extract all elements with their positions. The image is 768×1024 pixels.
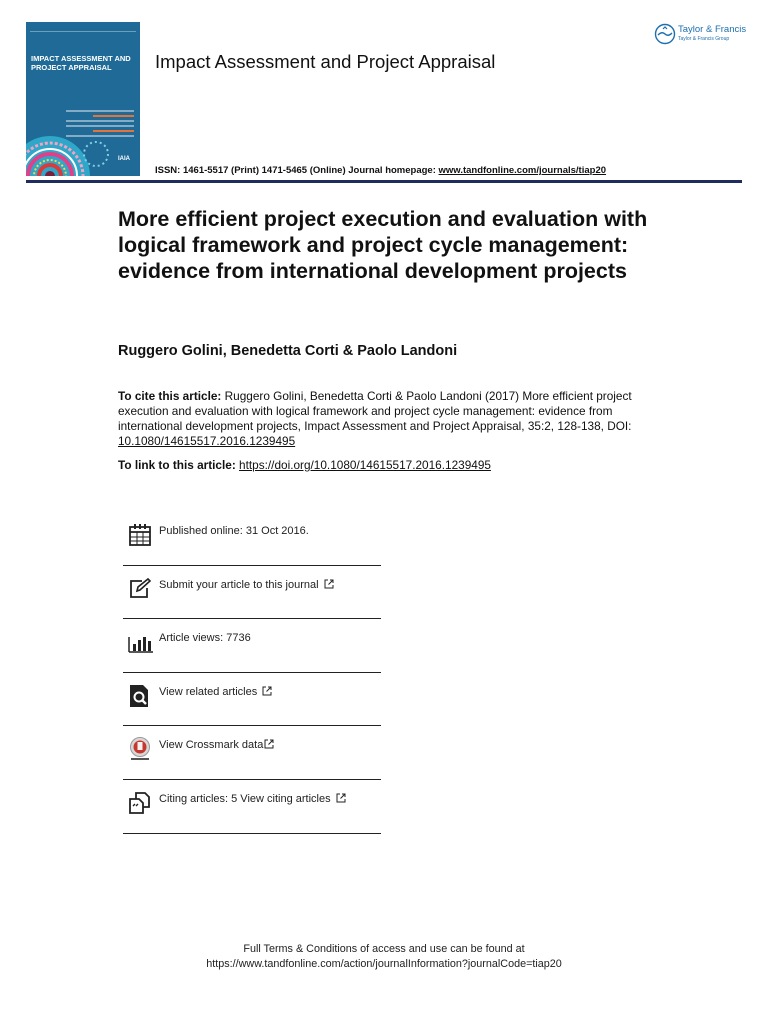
citation-doi-link[interactable]: 10.1080/14615517.2016.1239495 <box>118 434 296 448</box>
citation-text: Ruggero Golini, Benedetta Corti & Paolo Landoni (2017) More efficient project execution and evaluation with logical framework and project cycle management: evidence from international development projects, Impact Assessment and Project Appraisal, 35:2, 128-138, DOI: <box>118 389 632 433</box>
view-crossmark-link[interactable]: View Crossmark data <box>159 739 264 752</box>
citation-block <box>118 389 658 449</box>
publisher-name: Taylor & Francis <box>678 24 747 35</box>
meta-crossmark[interactable] <box>123 726 381 780</box>
external-link-icon <box>336 793 346 803</box>
bar-chart-icon <box>127 629 153 655</box>
external-link-icon <box>262 686 272 696</box>
journal-homepage-link[interactable]: www.tandfonline.com/journals/tiap20 <box>438 165 607 176</box>
article-doi-link[interactable]: https://doi.org/10.1080/14615517.2016.1239495 <box>239 458 491 472</box>
journal-cover-image <box>26 22 140 176</box>
footer-terms-url[interactable]: https://www.tandfonline.com/action/journalInformation?journalCode=tiap20 <box>206 958 562 970</box>
article-link-line <box>118 458 491 472</box>
meta-article-views <box>123 619 381 673</box>
external-link-icon <box>324 579 334 589</box>
edit-icon <box>127 576 153 602</box>
citing-articles-icon <box>127 790 153 816</box>
article-title: More efficient project execution and evaluation with logical framework and project cycle management: evidence from international development projects <box>118 207 648 283</box>
article-meta-list <box>123 512 381 834</box>
header-divider <box>26 180 742 183</box>
meta-submit-article[interactable] <box>123 566 381 620</box>
footer-terms-line: Full Terms & Conditions of access and use can be found at <box>243 943 525 955</box>
taylor-francis-logo[interactable] <box>654 22 750 48</box>
crossmark-icon <box>127 736 153 762</box>
cover-rings-graphic <box>26 124 118 176</box>
meta-citing-articles[interactable] <box>123 780 381 834</box>
cover-publisher-logo: IAIA <box>118 156 130 162</box>
view-citing-articles-link[interactable]: Citing articles: 5 View citing articles <box>159 792 331 805</box>
article-views-label: Article views: 7736 <box>159 632 251 645</box>
search-related-icon <box>127 683 153 709</box>
journal-title[interactable]: Impact Assessment and Project Appraisal <box>155 51 496 72</box>
citation-label: To cite this article: <box>118 389 222 403</box>
taylor-francis-logo-icon <box>654 23 676 45</box>
published-online-label: Published online: 31 Oct 2016. <box>159 525 309 537</box>
terms-footer <box>0 942 768 972</box>
view-related-articles-link[interactable]: View related articles <box>159 685 258 698</box>
cover-title: IMPACT ASSESSMENT AND PROJECT APPRAISAL <box>31 54 131 72</box>
cover-top-rule <box>30 31 136 32</box>
calendar-icon <box>127 522 153 548</box>
meta-published-online <box>123 512 381 566</box>
issn-line <box>155 165 606 176</box>
link-label: To link to this article: <box>118 458 240 472</box>
external-link-icon <box>264 739 274 749</box>
issn-text: ISSN: 1461-5517 (Print) 1471-5465 (Online) Journal homepage: <box>155 165 439 176</box>
publisher-group: Taylor & Francis Group <box>678 36 730 42</box>
article-authors: Ruggero Golini, Benedetta Corti & Paolo Landoni <box>118 343 458 359</box>
meta-related-articles[interactable] <box>123 673 381 727</box>
submit-article-link[interactable]: Submit your article to this journal <box>159 578 319 591</box>
